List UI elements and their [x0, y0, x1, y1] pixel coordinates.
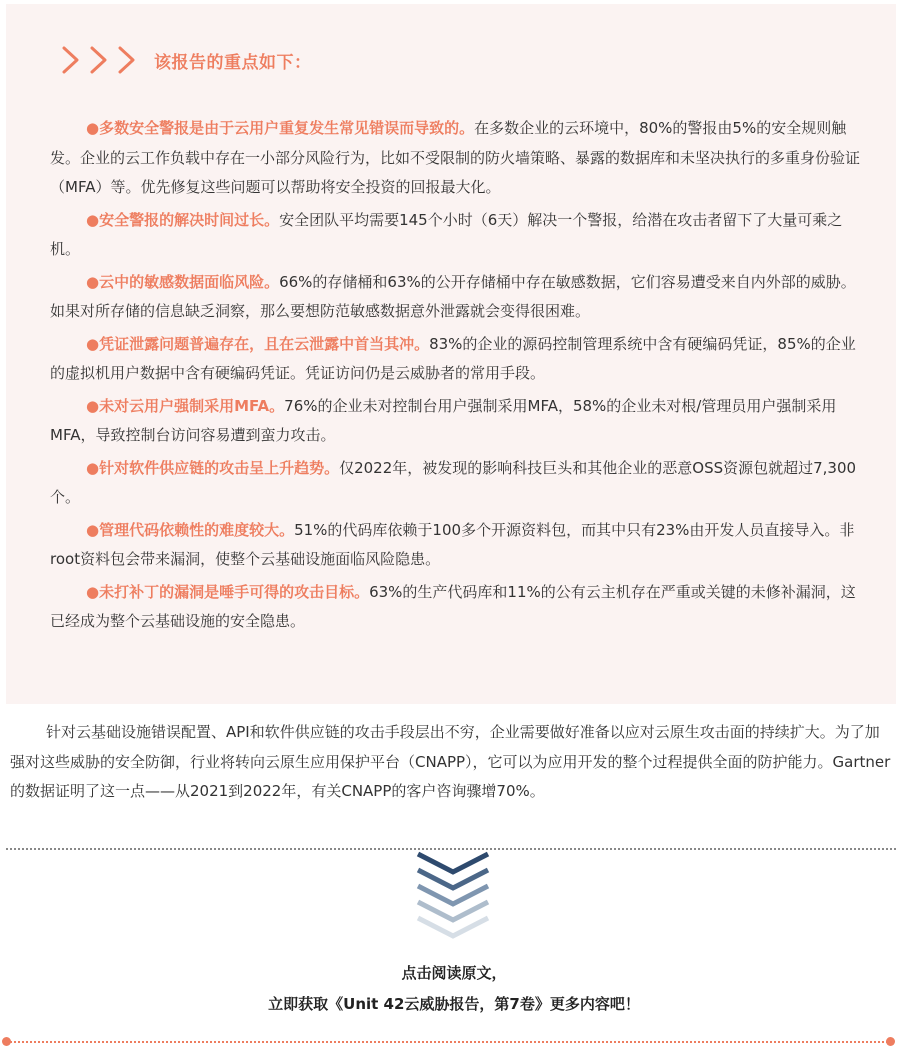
cta-line-1: 点击阅读原文， — [401, 964, 507, 982]
finding-text: 63%的生产代码库和11%的公有云主机存在严重或关键的未修补漏洞，这已经成为整个云基础设施的安全隐患。 — [50, 582, 856, 630]
finding-lead: ●未打补丁的漏洞是唾手可得的攻击目标。 — [86, 582, 370, 601]
finding-text: 51%的代码库依赖于100多个开源资料包，而其中只有23%由开发人员直接导入。非root资料包会带来漏洞，使整个云基础设施面临风险隐患。 — [50, 520, 855, 568]
heading-title: 该报告的重点如下： — [154, 52, 312, 73]
finding-lead: ●凭证泄露问题普遍存在，且在云泄露中首当其冲。 — [86, 334, 430, 353]
finding-item — [50, 330, 866, 389]
finding-lead: ●针对软件供应链的攻击呈上升趋势。 — [86, 458, 340, 477]
finding-lead: ●未对云用户强制采用MFA。 — [86, 396, 285, 415]
body-paragraph: 针对云基础设施错误配置、API和软件供应链的攻击手段层出不穷，企业需要做好准备以应对云原生攻击面的持续扩大。为了加强对这些威胁的安全防御，行业将转向云原生应用保护平台（CNAPP），它可以为应用开发的整个过程提供全面的防护能力。Gartner的数据证明了这一点——从2021到2022年，有关CNAPP的客户咨询骤增70%。 — [10, 723, 891, 800]
cta-line-2: 立即获取《Unit 42云威胁报告，第7卷》更多内容吧！ — [268, 995, 640, 1013]
finding-text: 仅2022年，被发现的影响科技巨头和其他企业的恶意OSS资源包就超过7,300个。 — [50, 458, 857, 506]
divider-dot-right — [886, 1037, 895, 1046]
chevrons-decoration — [60, 45, 138, 75]
read-original-link[interactable] — [0, 958, 908, 1020]
key-findings-list — [50, 114, 866, 640]
finding-text: 安全团队平均需要145个小时（6天）解决一个警报，给潜在攻击者留下了大量可乘之机。 — [50, 210, 843, 258]
finding-item — [50, 392, 866, 451]
finding-text: 在多数企业的云环境中，80%的警报由5%的安全规则触发。企业的云工作负载中存在一小部分风险行为，比如不受限制的防火墙策略、暴露的数据库和未坚决执行的多重身份验证（MFA）等。优先修复这些问题可以帮助将安全投资的回报最大化。 — [50, 119, 861, 196]
finding-item — [50, 516, 866, 575]
finding-text: 83%的企业的源码控制管理系统中含有硬编码凭证，85%的企业的虚拟机用户数据中含有硬编码凭证。凭证访问仍是云威胁者的常用手段。 — [50, 334, 856, 382]
chevron-right-icon — [116, 45, 138, 75]
finding-lead: ●管理代码依赖性的难度较大。 — [86, 520, 295, 539]
bottom-divider — [6, 1041, 888, 1043]
chevron-right-icon — [88, 45, 110, 75]
chevron-right-icon — [60, 45, 82, 75]
finding-item — [50, 268, 866, 327]
highlights-panel — [6, 4, 896, 704]
finding-item — [50, 206, 866, 265]
finding-lead: ●安全警报的解决时间过长。 — [86, 210, 280, 229]
divider-dot-left — [2, 1037, 11, 1046]
chevron-down-stack-icon — [408, 848, 498, 940]
finding-text: 76%的企业未对控制台用户强制采用MFA，58%的企业未对根/管理员用户强制采用MFA，导致控制台访问容易遭到蛮力攻击。 — [50, 396, 837, 444]
finding-item — [50, 114, 866, 203]
finding-text: 66%的存储桶和63%的公开存储桶中存在敏感数据，它们容易遭受来自内外部的威胁。如果对所存储的信息缺乏洞察，那么要想防范敏感数据意外泄露就会变得很困难。 — [50, 272, 856, 320]
finding-item — [50, 454, 866, 513]
finding-lead: ●多数安全警报是由于云用户重复发生常见错误而导致的。 — [86, 119, 475, 137]
finding-item — [50, 578, 866, 637]
finding-lead: ●云中的敏感数据面临风险。 — [86, 272, 280, 291]
section-heading — [60, 42, 312, 78]
